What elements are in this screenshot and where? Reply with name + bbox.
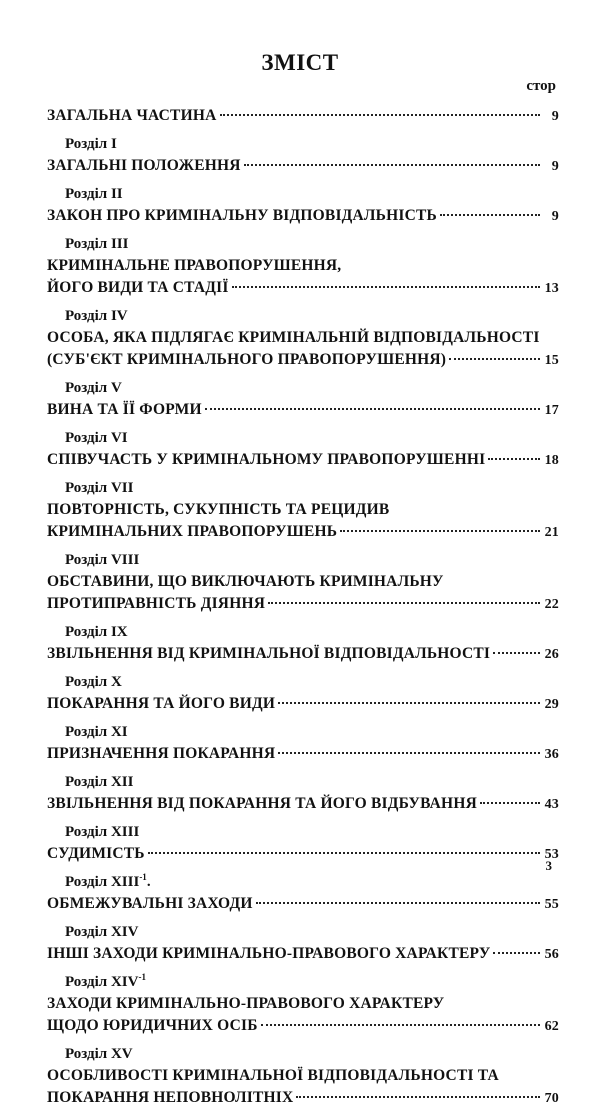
toc-heading-line: ОСОБЛИВОСТІ КРИМІНАЛЬНОЇ ВІДПОВІДАЛЬНОСТІ ТА [47, 1067, 499, 1084]
toc-heading-line: ПОКАРАННЯ НЕПОВНОЛІТНІХ 70 [47, 1087, 559, 1109]
toc-page-number: 21 [544, 525, 559, 540]
toc-page-number: 17 [544, 403, 559, 418]
toc-page-number: 22 [544, 597, 559, 612]
toc-section-label: Розділ VI [65, 430, 128, 446]
dot-leader [480, 801, 540, 804]
toc-section-label: Розділ V [65, 380, 122, 396]
toc-heading-line: ПРОТИПРАВНІСТЬ ДІЯННЯ 22 [47, 593, 559, 615]
toc-entry[interactable] [47, 665, 559, 715]
dot-leader [278, 751, 540, 754]
toc-entry[interactable] [47, 715, 559, 765]
dot-leader [268, 601, 540, 604]
toc-section-label: Розділ XIV [65, 924, 139, 940]
toc-heading-line: СУДИМІСТЬ 53 [47, 843, 559, 865]
toc-page-number: 9 [551, 159, 559, 174]
toc-page-number: 18 [544, 453, 559, 468]
toc-heading-line: ЩОДО ЮРИДИЧНИХ ОСІБ 62 [47, 1015, 559, 1037]
toc-entry[interactable] [47, 227, 559, 299]
dot-leader [205, 407, 540, 410]
toc-section-label: Розділ XI [65, 724, 128, 740]
toc-entry[interactable] [47, 421, 559, 471]
toc-page-number: 43 [544, 797, 559, 812]
toc-entry[interactable] [47, 915, 559, 965]
page-title: ЗМІСТ [261, 50, 339, 75]
dot-leader [440, 213, 540, 216]
toc-page-number: 36 [544, 747, 559, 762]
table-of-contents [47, 105, 559, 1109]
dot-leader [493, 951, 540, 954]
toc-section-label: Розділ IX [65, 624, 128, 640]
toc-page-number: 70 [544, 1091, 559, 1106]
toc-heading-line: ІНШІ ЗАХОДИ КРИМІНАЛЬНО-ПРАВОВОГО ХАРАКТЕРУ 56 [47, 943, 559, 965]
toc-section-label: Розділ XII [65, 774, 134, 790]
toc-entry[interactable] [47, 177, 559, 227]
toc-entry[interactable] [47, 299, 559, 371]
toc-page-number: 53 [544, 847, 559, 862]
toc-section-label: Розділ XIII [65, 824, 140, 840]
toc-entry[interactable] [47, 105, 559, 127]
toc-entry[interactable] [47, 765, 559, 815]
toc-page-number: 13 [544, 281, 559, 296]
toc-section-label: Розділ II [65, 186, 123, 202]
toc-heading-line: ОБСТАВИНИ, ЩО ВИКЛЮЧАЮТЬ КРИМІНАЛЬНУ [47, 573, 444, 590]
toc-entry[interactable] [47, 815, 559, 865]
dot-leader [244, 163, 540, 166]
page-number: 3 [545, 858, 552, 873]
toc-page-number: 29 [544, 697, 559, 712]
toc-page-number: 9 [551, 109, 559, 124]
toc-entry[interactable] [47, 865, 559, 915]
toc-page-number: 26 [544, 647, 559, 662]
toc-page-number: 9 [551, 209, 559, 224]
toc-page-number: 55 [544, 897, 559, 912]
toc-entry[interactable] [47, 127, 559, 177]
toc-entry[interactable] [47, 615, 559, 665]
toc-page-number: 56 [544, 947, 559, 962]
page-column-label: стор [526, 78, 556, 94]
toc-section-label: Розділ VIII [65, 552, 140, 568]
toc-section-label: Розділ X [65, 674, 122, 690]
toc-heading-line: ЗАХОДИ КРИМІНАЛЬНО-ПРАВОВОГО ХАРАКТЕРУ [47, 995, 445, 1012]
toc-heading-line: ЗАКОН ПРО КРИМІНАЛЬНУ ВІДПОВІДАЛЬНІСТЬ 9 [47, 205, 559, 227]
toc-heading-line: СПІВУЧАСТЬ У КРИМІНАЛЬНОМУ ПРАВОПОРУШЕННІ 18 [47, 449, 559, 471]
toc-entry[interactable] [47, 1037, 559, 1109]
toc-heading-line: КРИМІНАЛЬНИХ ПРАВОПОРУШЕНЬ 21 [47, 521, 559, 543]
dot-leader [488, 457, 540, 460]
toc-heading-line: ПОКАРАННЯ ТА ЙОГО ВИДИ 29 [47, 693, 559, 715]
dot-leader [449, 357, 540, 360]
toc-heading-line: ЗВІЛЬНЕННЯ ВІД КРИМІНАЛЬНОЇ ВІДПОВІДАЛЬНОСТІ 26 [47, 643, 559, 665]
dot-leader [232, 285, 540, 288]
toc-heading-line: ЗАГАЛЬНА ЧАСТИНА 9 [47, 105, 559, 127]
toc-heading-line: ПОВТОРНІСТЬ, СУКУПНІСТЬ ТА РЕЦИДИВ [47, 501, 390, 518]
toc-heading-line: ЙОГО ВИДИ ТА СТАДІЇ 13 [47, 277, 559, 299]
toc-page-number: 62 [544, 1019, 559, 1034]
toc-section-label: Розділ IV [65, 308, 128, 324]
dot-leader [220, 113, 541, 116]
dot-leader [148, 851, 540, 854]
dot-leader [493, 651, 540, 654]
dot-leader [340, 529, 540, 532]
toc-section-label: Розділ I [65, 136, 117, 152]
dot-leader [296, 1095, 540, 1098]
toc-section-label: Розділ VII [65, 480, 134, 496]
toc-heading-line: ВИНА ТА ЇЇ ФОРМИ 17 [47, 399, 559, 421]
toc-section-label: Розділ XV [65, 1046, 133, 1062]
toc-section-label: Розділ III [65, 236, 129, 252]
toc-section-label: Розділ $XIV^{-1}$ [65, 972, 146, 990]
toc-entry[interactable] [47, 371, 559, 421]
toc-entry[interactable] [47, 543, 559, 615]
toc-entry[interactable] [47, 965, 559, 1037]
dot-leader [256, 901, 540, 904]
toc-heading-line: ОБМЕЖУВАЛЬНІ ЗАХОДИ 55 [47, 893, 559, 915]
toc-heading-line: ПРИЗНАЧЕННЯ ПОКАРАННЯ 36 [47, 743, 559, 765]
toc-page-number: 15 [544, 353, 559, 368]
toc-heading-line: ЗВІЛЬНЕННЯ ВІД ПОКАРАННЯ ТА ЙОГО ВІДБУВАННЯ 43 [47, 793, 559, 815]
toc-heading-line: КРИМІНАЛЬНЕ ПРАВОПОРУШЕННЯ, [47, 257, 342, 274]
toc-heading-line: ОСОБА, ЯКА ПІДЛЯГАЄ КРИМІНАЛЬНІЙ ВІДПОВІДАЛЬНОСТІ [47, 329, 540, 346]
dot-leader [261, 1023, 540, 1026]
dot-leader [278, 701, 540, 704]
toc-heading-line: (СУБ'ЄКТ КРИМІНАЛЬНОГО ПРАВОПОРУШЕННЯ) 15 [47, 349, 559, 371]
toc-section-label: Розділ $XIII^{-1}$. [65, 872, 151, 890]
toc-entry[interactable] [47, 471, 559, 543]
toc-heading-line: ЗАГАЛЬНІ ПОЛОЖЕННЯ 9 [47, 155, 559, 177]
